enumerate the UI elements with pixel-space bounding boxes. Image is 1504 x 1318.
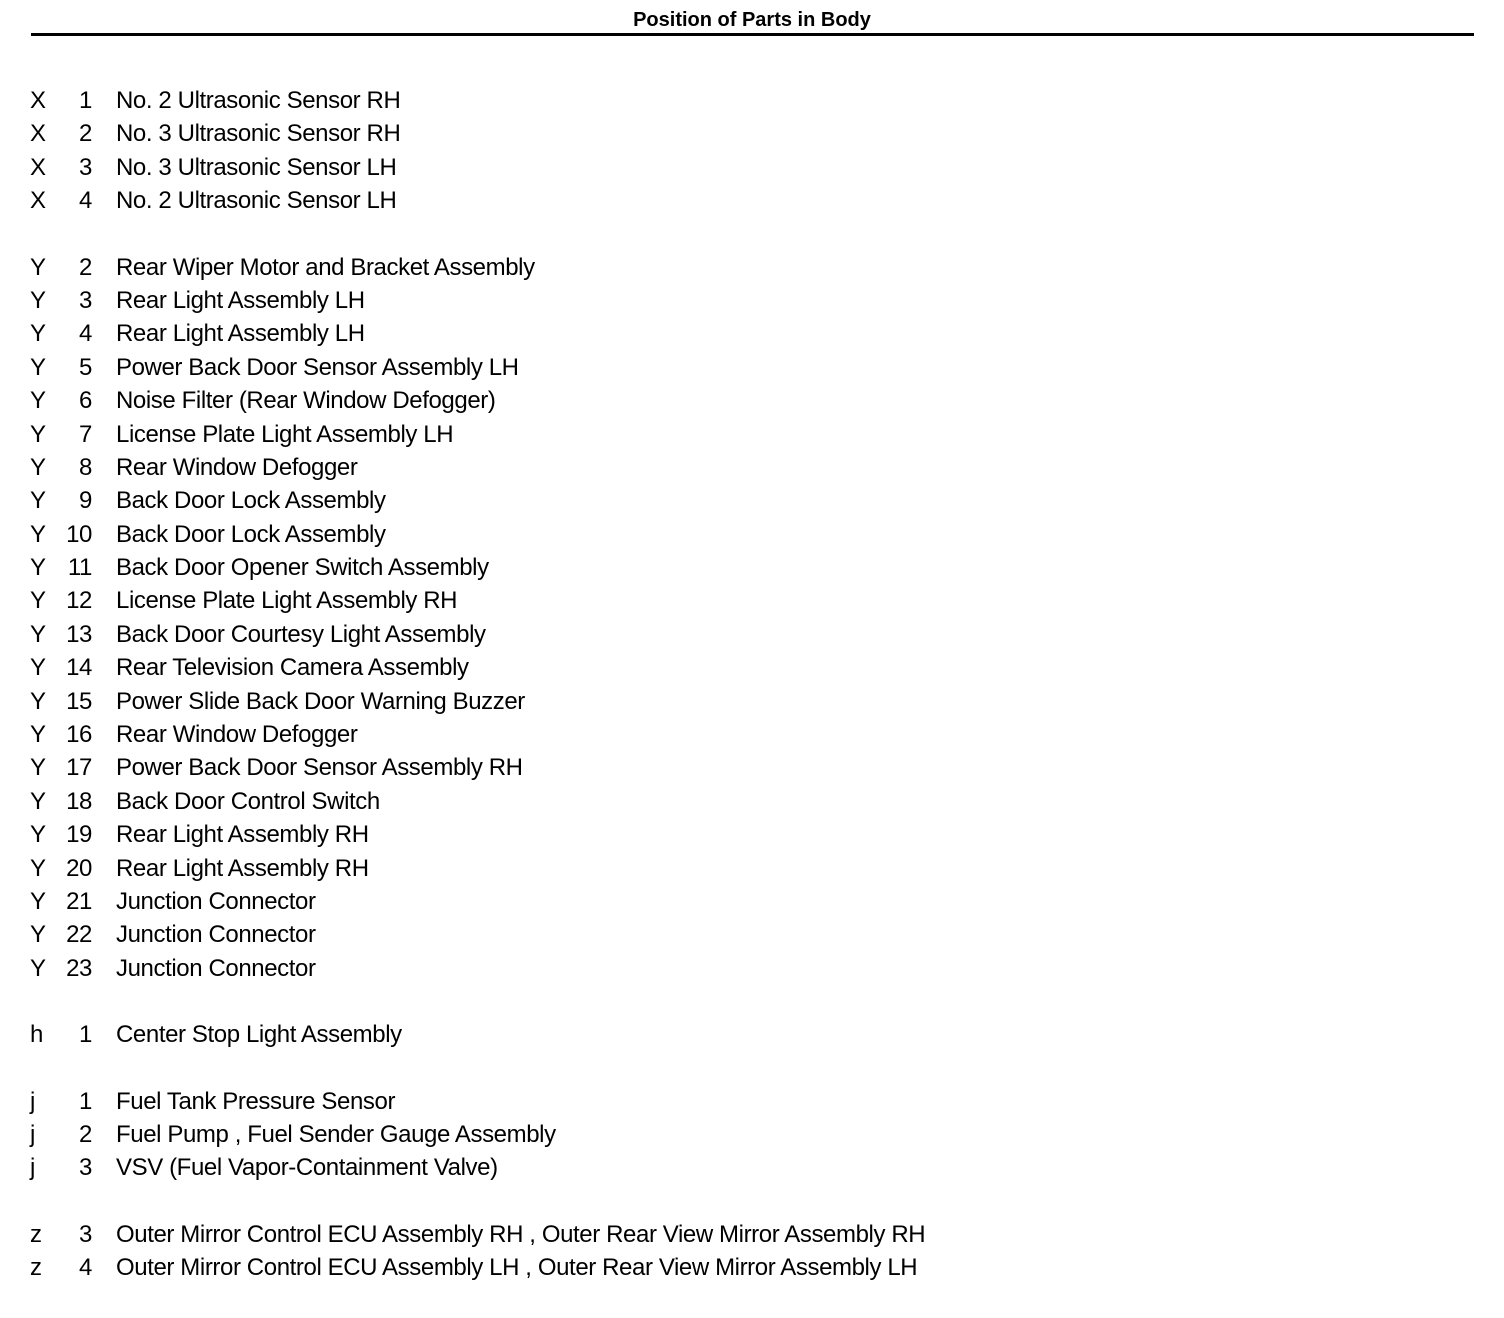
part-number: 17	[66, 754, 92, 782]
part-name: Rear Light Assembly RH	[116, 854, 369, 882]
part-location-code: Y	[30, 253, 46, 281]
part-row	[0, 418, 1504, 451]
part-row	[0, 1218, 1504, 1251]
parts-group	[0, 1085, 1504, 1185]
part-number: 4	[79, 187, 92, 215]
part-number: 11	[67, 554, 92, 582]
part-location-code: X	[30, 187, 46, 215]
parts-group	[0, 1218, 1504, 1285]
parts-group	[0, 84, 1504, 218]
part-number: 8	[79, 453, 92, 481]
part-name: Rear Light Assembly RH	[116, 821, 369, 849]
part-number: 12	[66, 587, 92, 615]
part-row	[0, 751, 1504, 784]
part-row	[0, 952, 1504, 985]
part-number: 23	[66, 954, 92, 982]
title-divider	[31, 33, 1474, 36]
part-number: 4	[79, 320, 92, 348]
part-number: 15	[66, 687, 92, 715]
part-location-code: X	[30, 120, 46, 148]
parts-group	[0, 251, 1504, 986]
part-name: License Plate Light Assembly LH	[116, 420, 454, 448]
part-row	[0, 1118, 1504, 1151]
part-location-code: Y	[30, 721, 46, 749]
part-number: 1	[79, 1087, 92, 1115]
part-row	[0, 551, 1504, 584]
part-number: 3	[79, 153, 92, 181]
part-location-code: Y	[30, 453, 46, 481]
part-name: Fuel Tank Pressure Sensor	[116, 1087, 396, 1115]
part-name: Fuel Pump , Fuel Sender Gauge Assembly	[116, 1120, 556, 1148]
part-number: 16	[66, 721, 92, 749]
part-location-code: Y	[30, 320, 46, 348]
part-name: Back Door Lock Assembly	[116, 487, 386, 515]
part-location-code: Y	[30, 854, 46, 882]
part-row	[0, 484, 1504, 517]
part-row	[0, 518, 1504, 551]
part-location-code: Y	[30, 487, 46, 515]
part-location-code: Y	[30, 520, 46, 548]
part-name: Junction Connector	[116, 887, 316, 915]
part-location-code: Y	[30, 387, 46, 415]
part-number: 22	[66, 921, 92, 949]
part-row	[0, 117, 1504, 150]
part-name: Rear Window Defogger	[116, 453, 358, 481]
part-number: 13	[66, 620, 92, 648]
part-number: 1	[79, 87, 92, 114]
part-row	[0, 918, 1504, 951]
part-number: 2	[79, 120, 92, 148]
part-number: 3	[79, 1154, 92, 1182]
part-location-code: Y	[30, 353, 46, 381]
part-name: Back Door Opener Switch Assembly	[116, 554, 489, 582]
part-name: Rear Light Assembly LH	[116, 320, 365, 348]
part-name: Rear Light Assembly LH	[116, 286, 365, 314]
part-row	[0, 1151, 1504, 1184]
part-number: 1	[79, 1021, 92, 1049]
part-location-code: Y	[30, 286, 46, 314]
part-location-code: Y	[30, 887, 46, 915]
part-location-code: X	[30, 87, 46, 114]
part-location-code: Y	[30, 420, 46, 448]
part-row	[0, 251, 1504, 284]
parts-list	[0, 84, 1504, 1318]
part-name: Rear Wiper Motor and Bracket Assembly	[116, 253, 535, 281]
part-number: 9	[79, 487, 92, 515]
part-number: 3	[79, 286, 92, 314]
part-number: 6	[79, 387, 92, 415]
part-location-code: Y	[30, 620, 46, 648]
part-number: 21	[66, 887, 92, 915]
part-name: No. 3 Ultrasonic Sensor LH	[116, 153, 397, 181]
part-name: Junction Connector	[116, 921, 316, 949]
part-row	[0, 718, 1504, 751]
part-location-code: Y	[30, 554, 46, 582]
part-row	[0, 651, 1504, 684]
part-row	[0, 1018, 1504, 1051]
part-name: No. 2 Ultrasonic Sensor RH	[116, 87, 401, 114]
part-row	[0, 384, 1504, 417]
part-name: Back Door Courtesy Light Assembly	[116, 620, 486, 648]
part-number: 3	[79, 1220, 92, 1248]
part-location-code: Y	[30, 587, 46, 615]
part-name: Back Door Control Switch	[116, 787, 380, 815]
part-location-code: h	[30, 1021, 43, 1049]
part-location-code: z	[30, 1254, 42, 1282]
part-row	[0, 885, 1504, 918]
part-location-code: Y	[30, 954, 46, 982]
part-name: Noise Filter (Rear Window Defogger)	[116, 387, 496, 415]
part-row	[0, 317, 1504, 350]
page-title: Position of Parts in Body	[633, 9, 871, 31]
part-location-code: X	[30, 153, 46, 181]
part-name: Power Back Door Sensor Assembly LH	[116, 353, 519, 381]
part-number: 10	[66, 520, 92, 548]
part-number: 4	[79, 1254, 92, 1282]
part-row	[0, 84, 1504, 117]
part-row	[0, 584, 1504, 617]
part-location-code: Y	[30, 821, 46, 849]
part-name: Power Back Door Sensor Assembly RH	[116, 754, 523, 782]
part-number: 2	[79, 253, 92, 281]
part-name: Rear Window Defogger	[116, 721, 358, 749]
part-row	[0, 1251, 1504, 1284]
part-location-code: j	[30, 1154, 35, 1182]
part-row	[0, 685, 1504, 718]
part-row	[0, 184, 1504, 217]
part-name: No. 3 Ultrasonic Sensor RH	[116, 120, 401, 148]
part-number: 14	[66, 654, 92, 682]
part-location-code: z	[30, 1220, 42, 1248]
part-number: 7	[79, 420, 92, 448]
part-number: 19	[66, 821, 92, 849]
parts-group	[0, 1018, 1504, 1051]
part-number: 18	[66, 787, 92, 815]
part-name: Center Stop Light Assembly	[116, 1021, 402, 1049]
part-row	[0, 1085, 1504, 1118]
part-number: 5	[79, 353, 92, 381]
part-row	[0, 785, 1504, 818]
part-row	[0, 852, 1504, 885]
part-location-code: Y	[30, 654, 46, 682]
part-name: VSV (Fuel Vapor-Containment Valve)	[116, 1154, 498, 1182]
part-name: No. 2 Ultrasonic Sensor LH	[116, 187, 397, 215]
part-name: Rear Television Camera Assembly	[116, 654, 469, 682]
part-name: Back Door Lock Assembly	[116, 520, 386, 548]
part-row	[0, 284, 1504, 317]
part-location-code: Y	[30, 921, 46, 949]
part-name: Power Slide Back Door Warning Buzzer	[116, 687, 525, 715]
part-name: License Plate Light Assembly RH	[116, 587, 458, 615]
part-row	[0, 451, 1504, 484]
part-location-code: j	[30, 1087, 35, 1115]
part-row	[0, 618, 1504, 651]
part-location-code: Y	[30, 787, 46, 815]
part-name: Outer Mirror Control ECU Assembly RH , Outer Rear View Mirror Assembly RH	[116, 1220, 926, 1248]
part-name: Junction Connector	[116, 954, 316, 982]
part-row	[0, 351, 1504, 384]
part-row	[0, 818, 1504, 851]
part-number: 20	[66, 854, 92, 882]
part-location-code: Y	[30, 687, 46, 715]
part-name: Outer Mirror Control ECU Assembly LH , Outer Rear View Mirror Assembly LH	[116, 1254, 918, 1282]
part-location-code: j	[30, 1120, 35, 1148]
part-row	[0, 151, 1504, 184]
part-location-code: Y	[30, 754, 46, 782]
part-number: 2	[79, 1120, 92, 1148]
